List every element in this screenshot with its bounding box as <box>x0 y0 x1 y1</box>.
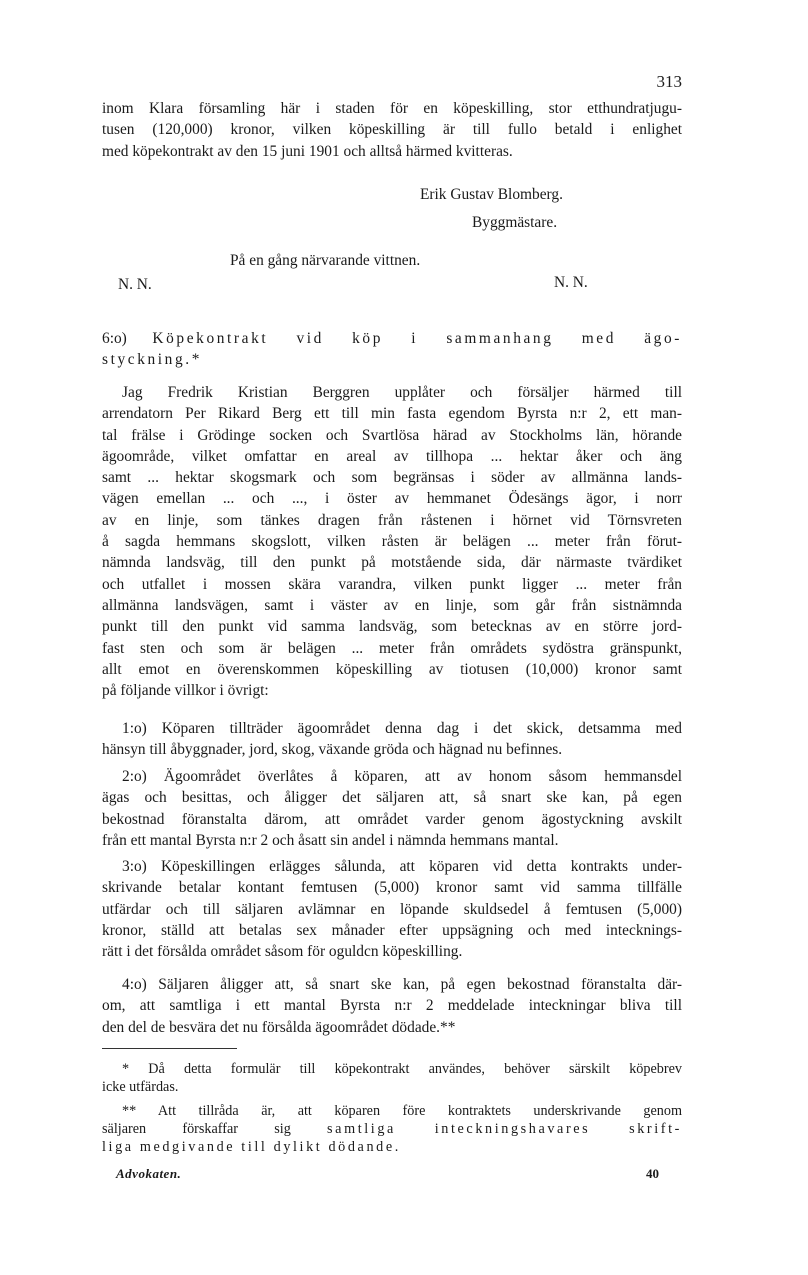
footer-signature-number: 40 <box>646 1166 659 1181</box>
text-line: kronor, ställd att betalas sex månader efter uppsägning och med intecknings- <box>102 921 682 939</box>
text-line: om, att samtliga i ett mantal Byrsta n:r 2 meddelade inteckningar bliva till <box>102 997 682 1015</box>
text-line: bekostnad föranstalta därom, att området varder genom ägostyckning avskilt <box>102 810 682 828</box>
clause-3 <box>102 856 682 962</box>
text-line: hänsyn till åbyggnader, jord, skog, växande gröda och hägnad nu befinnes. <box>102 741 563 759</box>
section-number: 6:o) <box>102 330 127 347</box>
main-paragraph <box>102 382 682 701</box>
text-line: från ett mantal Byrsta n:r 2 och åsatt sin andel i nämnda hemmans mantal. <box>102 831 559 849</box>
text-line: 2:o) Ägoområdet överlåtes å köparen, att av honom såsom hemmansdel <box>122 768 682 785</box>
text-line: rätt i det försålda området såsom för oguldcn köpeskilling. <box>102 943 463 961</box>
signature-name: Erik Gustav Blomberg. <box>420 186 563 203</box>
signature-title: Byggmästare. <box>472 214 558 231</box>
text-line: ägoområde, vilket omfattar en areal av tillhopa ... hektar åker och äng <box>102 447 682 465</box>
witness-right: N. N. <box>554 274 588 291</box>
text-line: Jag Fredrik Kristian Berggren upplåter och försäljer härmed till <box>122 384 682 401</box>
text-line: 3:o) Köpeskillingen erlägges sålunda, att köparen vid detta kontrakts under- <box>122 858 682 875</box>
text-line: punkt till den punkt vid samma landsväg, som betecknas av en större jord- <box>102 618 682 636</box>
footnote-rule <box>102 1048 237 1049</box>
witness-left: N. N. <box>118 276 152 293</box>
text-line: tal frälse i Grödinge socken och Svartlösa härad av Stockholms län, hörande <box>102 426 682 444</box>
text-line: samtliga inteckningshavares skrift- <box>327 1121 682 1137</box>
text-line: nämnda landsväg, till den punkt på motstående sida, där närmaste tvärdiket <box>102 554 682 572</box>
clause-1 <box>102 718 682 761</box>
text-line: ** Att tillråda är, att köparen före kontraktets underskrivande genom <box>122 1103 682 1119</box>
text-line: och utfallet i mossen skära varandra, vilken punkt ligger ... meter från <box>102 575 682 593</box>
opening-paragraph <box>102 98 682 162</box>
section-title-line1: Köpekontrakt vid köp i sammanhang med ägo- <box>152 330 682 347</box>
footer-book-title: Advokaten. <box>116 1166 182 1181</box>
text-line: liga medgivande till dylikt dödande. <box>102 1139 401 1155</box>
text-line: den del de besvära det nu försålda ägoområdet dödade.** <box>102 1018 456 1036</box>
text-line: 1:o) Köparen tillträder ägoområdet denna dag i det skick, detsamma med <box>122 720 682 737</box>
section-title-line2: styckning.* <box>102 351 202 369</box>
text-line: 4:o) Säljaren åligger att, så snart ske kan, på egen bekostnad föranstalta där- <box>122 976 682 993</box>
clause-4 <box>102 974 682 1038</box>
text-line: på följande villkor i övrigt: <box>102 682 269 700</box>
text-line: inom Klara församling här i staden för en köpeskilling, stor etthundratjugu- <box>102 100 682 117</box>
text-line: med köpekontrakt av den 15 juni 1901 och alltså härmed kvitteras. <box>102 142 513 160</box>
text-line: allt emot en överenskommen köpeskilling av tiotusen (10,000) kronor samt <box>102 660 682 678</box>
text-line: tusen (120,000) kronor, vilken köpeskilling är till fullo betald i enlighet <box>102 121 682 139</box>
text-line: å sagda hemmans skogslott, vilken råsten är belägen ... meter från förut- <box>102 533 682 551</box>
witness-caption: På en gång närvarande vittnen. <box>230 252 421 269</box>
clause-2 <box>102 766 682 851</box>
text-line: skrivande betalar kontant femtusen (5,000) kronor samt vid samma tillfälle <box>102 879 682 897</box>
footnote-1 <box>102 1060 682 1096</box>
text-line: samt ... hektar skogsmark och som begränsas i söder av allmänna lands- <box>102 469 682 487</box>
text-line: av en linje, som tänkes dragen från råstenen i hörnet vid Törnsvreten <box>102 511 682 529</box>
text-line: vägen emellan ... och ..., i öster av hemmanet Ödesängs ägor, i norr <box>102 490 682 508</box>
text-line: icke utfärdas. <box>102 1079 179 1095</box>
text-line: utfärdar och till säljaren avlämnar en löpande skuldsedel å femtusen (5,000) <box>102 900 682 918</box>
footnote-2 <box>102 1102 682 1156</box>
text-line: säljaren förskaffar sig <box>102 1121 291 1137</box>
page-number: 313 <box>656 72 682 91</box>
text-line: * Då detta formulär till köpekontrakt användes, behöver särskilt köpebrev <box>122 1061 682 1077</box>
text-line: allmänna landsvägen, samt i väster av en linje, som går från sistnämnda <box>102 596 682 614</box>
text-line: fast sten och som är belägen ... meter från områdets sydöstra gränspunkt, <box>102 639 682 657</box>
text-line: ägas och besittas, och åligger det säljaren att, så snart ske kan, på egen <box>102 789 682 807</box>
text-line: arrendatorn Per Rikard Berg ett till min fasta egendom Byrsta n:r 2, ett man- <box>102 405 682 423</box>
section-heading <box>102 328 682 371</box>
